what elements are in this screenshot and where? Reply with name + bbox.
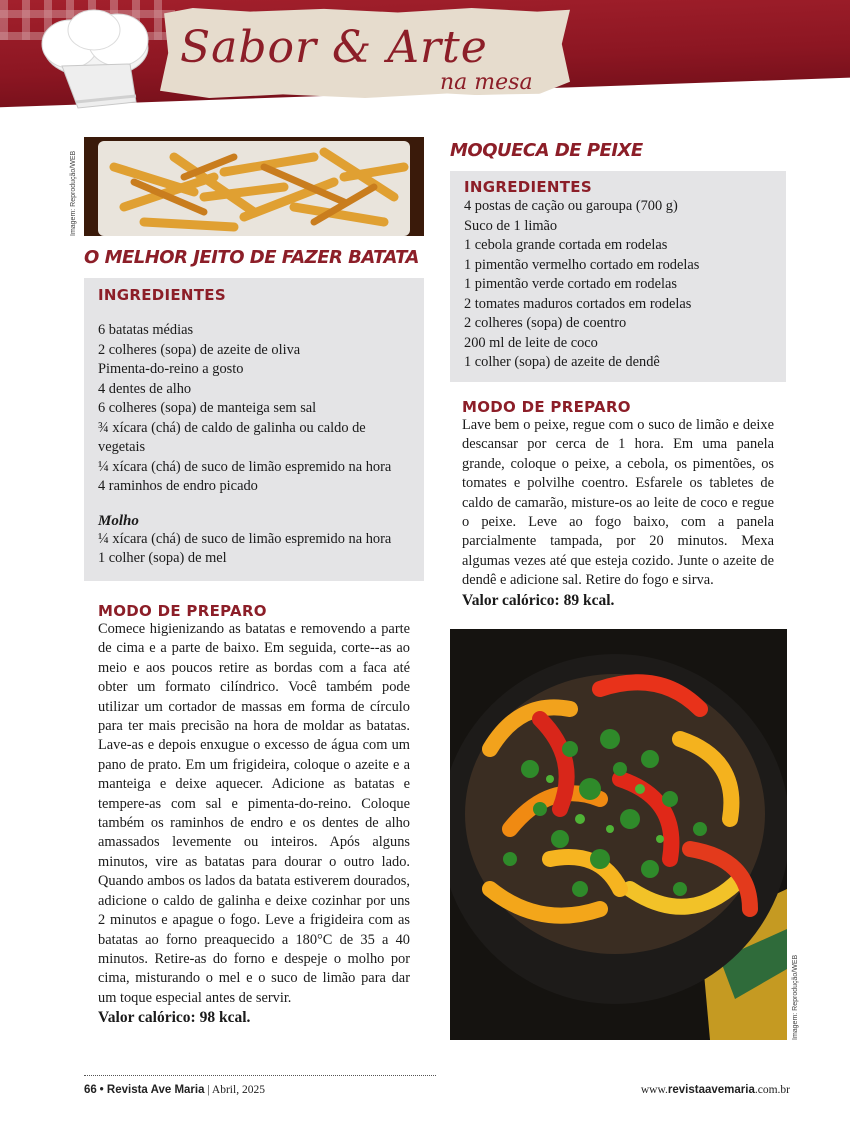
list-item: ¼ xícara (chá) de suco de limão espremido na hora [98,458,392,475]
list-item: 1 colher (sopa) de mel [98,550,227,566]
calories: Valor calórico: 98 kcal. [98,1009,251,1027]
sauce-heading: Molho [98,512,139,529]
ingredients-list [98,321,410,497]
footer-folio: 66 • Revista Ave Maria | Abril, 2025 [84,1084,265,1096]
list-item: ¼ xícara (chá) de suco de limão espremido na hora [98,530,392,547]
list-item: 2 colheres (sopa) de azeite de oliva [98,341,301,358]
ingredients-heading: INGREDIENTES [98,286,226,304]
ingredients-box [450,171,786,382]
list-item: vegetais [98,439,146,455]
url-main: revistaavemaria [667,1084,755,1096]
ingredients-heading: INGREDIENTES [464,178,592,196]
list-item: 2 tomates maduros cortados em rodelas [464,295,692,312]
recipe-title: O MELHOR JEITO DE FAZER BATATA [84,247,419,268]
moqueca-photo [450,629,787,1040]
list-item: 4 postas de cação ou garoupa (700 g) [464,198,678,214]
section-subtitle: na mesa [440,70,533,95]
list-item: 1 pimentão verde cortado em rodelas [464,276,677,292]
header-banner [0,0,850,120]
method-text: Lave bem o peixe, regue com o suco de limão e deixe descansar por cerca de 1 hora. Em uma panela grande, coloque o peixe, a cebola, os pimentões, os tomates e polvilhe coentro. Esfarele os tabletes de caldo de camarão, misture-os ao leite de coco e regue o peixe. Leve ao fogo baixo, com a panela parcialmente tampada, por 20 minutos. Mexa algumas vezes até que esteja cozido. Junte o azeite de dendê e adicione sal. Retire do fogo e sirva. [462,417,774,589]
list-item: 1 colher (sopa) de azeite de dendê [464,354,660,370]
photo-credit: Imagem: Reprodução/WEB [70,150,77,236]
sauce-list [98,530,410,569]
recipe-title: MOQUECA DE PEIXE [450,140,643,161]
chef-hat-icon [18,4,168,116]
photo-credit: Imagem: Reprodução/WEB [792,954,799,1040]
list-item: Suco de 1 limão [464,217,558,234]
method-section [98,602,410,1027]
list-item: 1 pimentão vermelho cortado em rodelas [464,256,700,273]
url-prefix: www. [640,1084,668,1096]
ingredients-list [464,197,772,373]
list-item: 4 raminhos de endro picado [98,478,258,494]
fries-photo [84,137,424,236]
list-item: 1 cebola grande cortada em rodelas [464,237,668,253]
list-item: Pimenta-do-reino a gosto [98,361,244,377]
list-item: 6 batatas médias [98,322,194,338]
method-heading: MODO DE PREPARO [462,398,631,416]
url-suffix: .com.br [754,1084,790,1096]
footer-divider [84,1075,436,1076]
list-item: 6 colheres (sopa) de manteiga sem sal [98,400,317,416]
method-heading: MODO DE PREPARO [98,602,267,620]
method-text: Comece higienizando as batatas e removendo a parte de cima e a parte de baixo. Em seguida, corte--as ao meio e aos poucos retire as bordas com a faca até obter um formato cilíndrico. Você também pode utilizar um cortador de massas em forma de círculo para ter mais precisão na hora de moldar as batatas. Lave-as e depois enxugue o excesso de água com um pano de prato. Em um frigideira, coloque o azeite e a manteiga e deixe aquecer. Adicione as batatas e tempere-as com sal e pimenta-do-reino. Coloque também os raminhos de endro e os dentes de alho amassados levemente ou inteiros. Após alguns minutos, vire as batatas para dourar o outro lado. Quando ambos os lados da batata estiverem dourados, adicione o caldo de galinha e deixe cozinhar por uns 2 minutos e apague o fogo. Leve a frigideira com as batatas ao forno preaquecido a 180°C de 35 a 40 minutos. Retire-as do forno e despeje o molho por cima, misturando o mel e o suco de limão para dar um toque especial antes de servir. [98,621,410,1006]
footer-url[interactable] [641,1084,790,1096]
section-title: Sabor & Arte [180,22,488,73]
calories: Valor calórico: 89 kcal. [462,591,615,609]
issue-date: Abril, 2025 [211,1084,265,1096]
page-number: 66 [84,1084,97,1096]
list-item: ¾ xícara (chá) de caldo de galinha ou caldo de [98,419,366,436]
list-item: 2 colheres (sopa) de coentro [464,315,627,331]
list-item: 200 ml de leite de coco [464,334,598,351]
list-item: 4 dentes de alho [98,380,192,397]
method-section [462,398,774,610]
ingredients-box [84,278,424,581]
magazine-name: Revista Ave Maria [106,1084,205,1096]
